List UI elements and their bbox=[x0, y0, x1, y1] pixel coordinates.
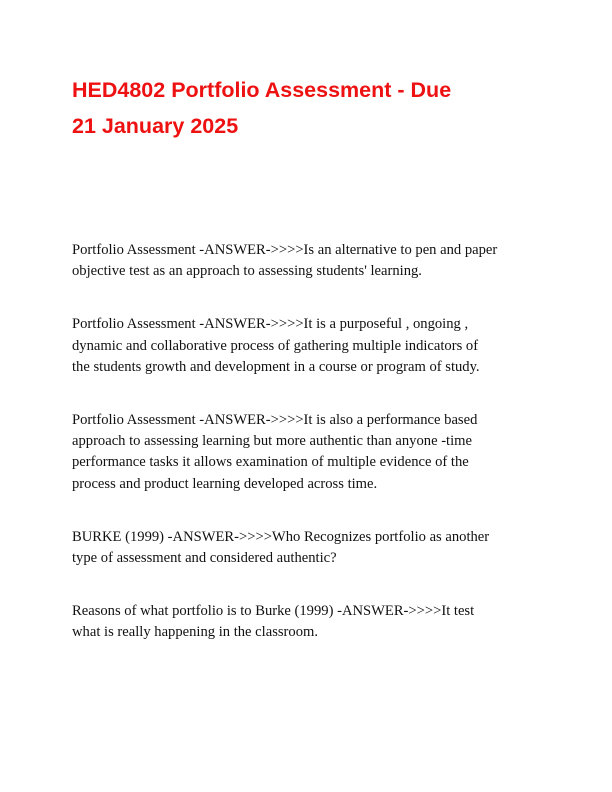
entry-line: type of assessment and considered authentic? bbox=[72, 550, 337, 567]
entry-line: process and product learning developed across time. bbox=[72, 475, 378, 492]
entry-line: approach to assessing learning but more authentic than anyone -time bbox=[72, 433, 472, 450]
entry-line: BURKE (1999) -ANSWER->>>>Who Recognizes portfolio as another bbox=[72, 528, 490, 545]
entry-line: objective test as an approach to assessing students' learning. bbox=[72, 263, 422, 280]
qa-entry-1 bbox=[72, 240, 552, 282]
qa-entry-2 bbox=[72, 314, 552, 378]
qa-entries bbox=[72, 240, 552, 676]
entry-line: Portfolio Assessment -ANSWER->>>>It is also a performance based bbox=[72, 412, 478, 429]
qa-entry-5 bbox=[72, 601, 552, 643]
title-line: 21 January 2025 bbox=[72, 114, 239, 138]
entry-line: the students growth and development in a course or program of study. bbox=[72, 358, 480, 375]
entry-line: Portfolio Assessment -ANSWER->>>>It is a purposeful , ongoing , bbox=[72, 316, 469, 333]
entry-line: Portfolio Assessment -ANSWER->>>>Is an alternative to pen and paper bbox=[72, 242, 498, 258]
entry-line: what is really happening in the classroom. bbox=[72, 624, 319, 641]
entry-line: dynamic and collaborative process of gathering multiple indicators of bbox=[72, 337, 479, 354]
qa-entry-3 bbox=[72, 410, 552, 495]
entry-line: Reasons of what portfolio is to Burke (1999) -ANSWER->>>>It test bbox=[72, 603, 475, 620]
qa-entry-4 bbox=[72, 527, 552, 569]
document-title bbox=[72, 72, 552, 144]
entry-line: performance tasks it allows examination of multiple evidence of the bbox=[72, 454, 469, 471]
title-line: HED4802 Portfolio Assessment - Due bbox=[72, 78, 452, 102]
